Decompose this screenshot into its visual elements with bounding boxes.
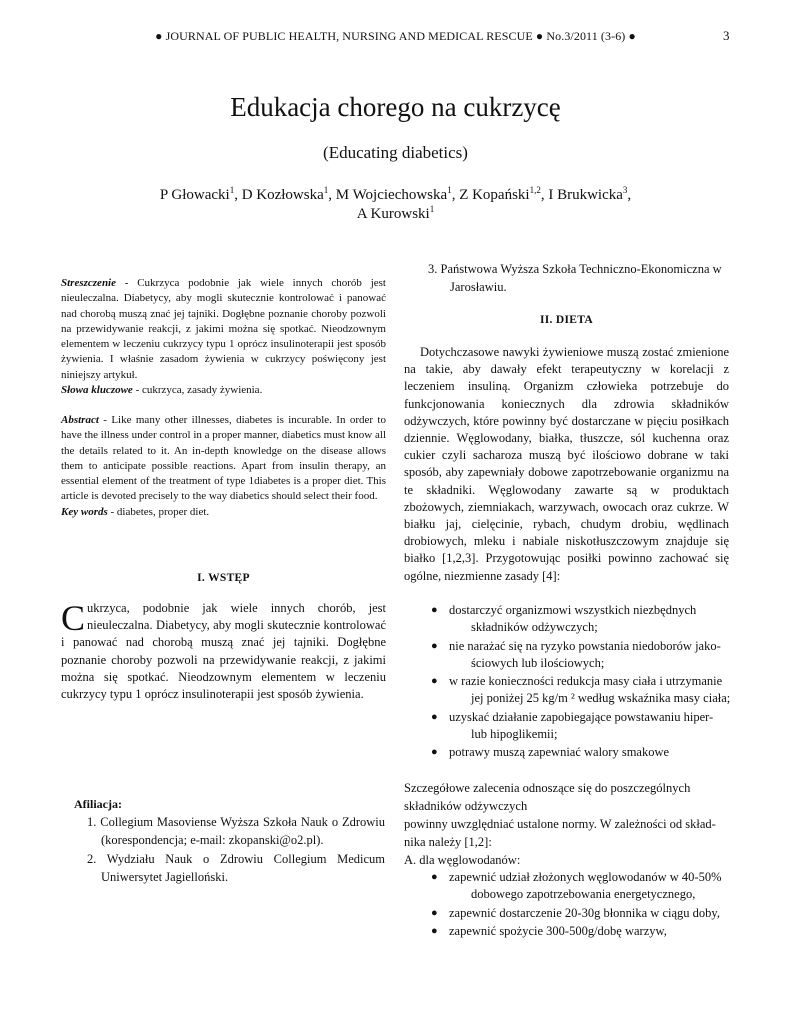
author-name: P Głowacki [159,187,230,203]
intro-text: ukrzyca, podobnie jak wiele innych chorób, jest nieuleczalna. Diabetycy, aby mogli skutecznie kontrolować i panować nad chorobą muszą znać jej tajniki. Dogłębne poznanie choroby pozwoli na przewidywanie reakcji, z jakimi można się spotkać. Nieodzownym elementem w leczeniu cukrzycy typu 1 oprócz insulinoterapii jest sposób żywienia. [61,601,386,702]
abstract-text: - Like many other illnesses, diabetes is incurable. In order to have the illness under control in a proper manner, diabetics must know all the details related to it. An in-depth knowledge on the disease allows them to anticipate possible reactions. Apart from insulin therapy, an essential element of the treatment of type 1diabetes is a proper diet. This article is devoted precisely to the way diabetics should select their food. [61,414,386,503]
abstract-polish [61,276,386,398]
paper-subtitle: (Educating diabetics) [323,143,468,162]
diet-paragraph [404,344,729,585]
affiliation-item: 3. Państwowa Wyższa Szkoła Techniczno-Ekonomiczna w Jarosławiu. [428,262,722,294]
intro-paragraph [61,600,386,703]
list-item: ● potrawy muszą zapewniać walory smakowe [431,745,670,760]
bullet-icon: ● [431,675,438,688]
affiliation-item: 1. Collegium Masoviense Wyższa Szkoła Nauk o Zdrowiu (korespondencja; e-mail: zkopanski@o2.pl). [87,815,385,847]
keywords-label: Słowa kluczowe [61,384,133,397]
list-item: ● dostarczyć organizmowi wszystkich niezbędnych składników odżywczych; [431,603,697,634]
nutrient-recommendations: Szczegółowe zalecenia odnoszące się do poszczególnych składników odżywczych powinny uwzględniać ustalone normy. W zależności od skład- nika należy [1,2]: A. dla węglowodanów: [404,781,716,867]
abstract-text: - Cukrzyca podobnie jak wiele innych chorób jest nieuleczalna. Diabetycy, aby mogli skutecznie kontrolować i panować nad chorobą muszą znać jej tajniki. Dogłębne poznanie choroby pozwoli na przewidywanie reakcji, z jakimi można się spotkać. Nieodzownym elementem w leczeniu cukrzycy typu 1 oprócz insulinoterapii jest sposób żywienia. I właśnie zasadom żywienia w cukrzycy poświęcony jest niniejszy artykuł. [61,277,386,381]
carbohydrate-list [427,869,737,942]
bullet-icon: ● [431,906,438,919]
author-affil: 1,2 [529,185,541,195]
author-affil: 1 [447,185,452,195]
affiliation-item: 2. Wydziału Nauk o Zdrowiu Collegium Medicum Uniwersytet Jagielloński. [87,852,385,884]
list-item: ● zapewnić spożycie 300-500g/dobę warzyw, [431,924,667,938]
author-name: , I Brukwicka [540,187,623,203]
bullet-icon: ● [431,871,438,883]
author-name: A Kurowski [356,206,430,222]
keywords-label: Key words [61,505,108,518]
bullet-icon: ● [431,925,438,937]
list-item: ● uzyskać działanie zapobiegające powstawaniu hiper- lub hipoglikemii; [431,709,714,741]
abstract-english [61,413,386,520]
page-number: 3 [723,28,730,43]
keywords-text: - diabetes, proper diet. [107,505,210,518]
list-item: ● zapewnić udział złożonych węglowodanów w 40-50% dobowego zapotrzebowania energetycznego, [431,870,722,901]
drop-cap: C [61,598,86,638]
author-affil: 1 [429,204,435,214]
paper-title: Edukacja chorego na cukrzycę [230,92,561,122]
author-name: , M Wojciechowska [328,187,448,203]
list-item: ● nie narażać się na ryzyko powstania niedoborów jako- ściowych lub ilościowych; [431,638,721,670]
bullet-icon: ● [431,604,438,616]
bullet-icon: ● [431,710,438,723]
list-item: ● zapewnić dostarczenie 20-30g błonnika w ciągu doby, [431,905,720,920]
diet-text: Dotychczasowe nawyki żywieniowe muszą zostać zmienione na takie, aby dawały efekt terapeutyczny w korelacji z leczeniem insuliną. Organizm człowieka potrzebuje do funkcjonowania koniecznych dla zdrowia składników odżywczych, które powinny być dostarczane w pięciu posiłkach dziennie. Węglowodany, białka, tłuszcze, sól kuchenna oraz cukier czyli sacharoza muszą być ilościowo dobrane w taki sposób, aby zapewniały dobowe zapotrzebowanie organizmu na te składniki. Węglowodany zawarte są w produktach zbożowych, ziemniakach, warzywach, owocach oraz cukrze. W białku jaj, cielęcinie, rybach, chudym drobiu, wędlinach drobiowych, mleku i nabiale niskotłuszczowym znajduje się białko [1,2,3]. Przygotowując posiłki powinno zachować się ogólne, niezmienne zasady [4]: [404,345,729,583]
bullet-icon: ● [431,746,438,759]
list-item: ● w razie konieczności redukcja masy ciała i utrzymanie jej poniżej 25 kg/m ² według wskaźnika masy ciała; [431,674,731,706]
author-list: P Głowacki$^1$, D Kozłowska$^1$, M Wojciechowska$^1$, Z Kopański$^{1,2}$, I Brukwicka$^3$, A Kurowski$^1$ [159,185,632,222]
author-affil: 3 [622,185,628,195]
author-name: , D Kozłowska [234,187,324,203]
author-affil: 1 [229,185,235,195]
author-name: , Z Kopański [451,187,530,203]
affiliations-list [79,814,385,888]
bullet-icon: ● [431,639,438,652]
keywords-text: - cukrzyca, zasady żywienia. [132,384,263,397]
journal-header: ● JOURNAL OF PUBLIC HEALTH, NURSING AND MEDICAL RESCUE ● No.3/2011 (3-6) ● [155,29,636,43]
section-heading-diet: II. DIETA [540,314,593,326]
section-heading-intro: I. WSTĘP [197,572,250,584]
abstract-label: Streszczenie [61,277,116,289]
author-affil: 1 [323,185,329,195]
diet-rules-list [427,602,732,763]
affiliations-title: Afiliacja: [74,797,122,811]
abstract-label: Abstract [61,414,99,426]
